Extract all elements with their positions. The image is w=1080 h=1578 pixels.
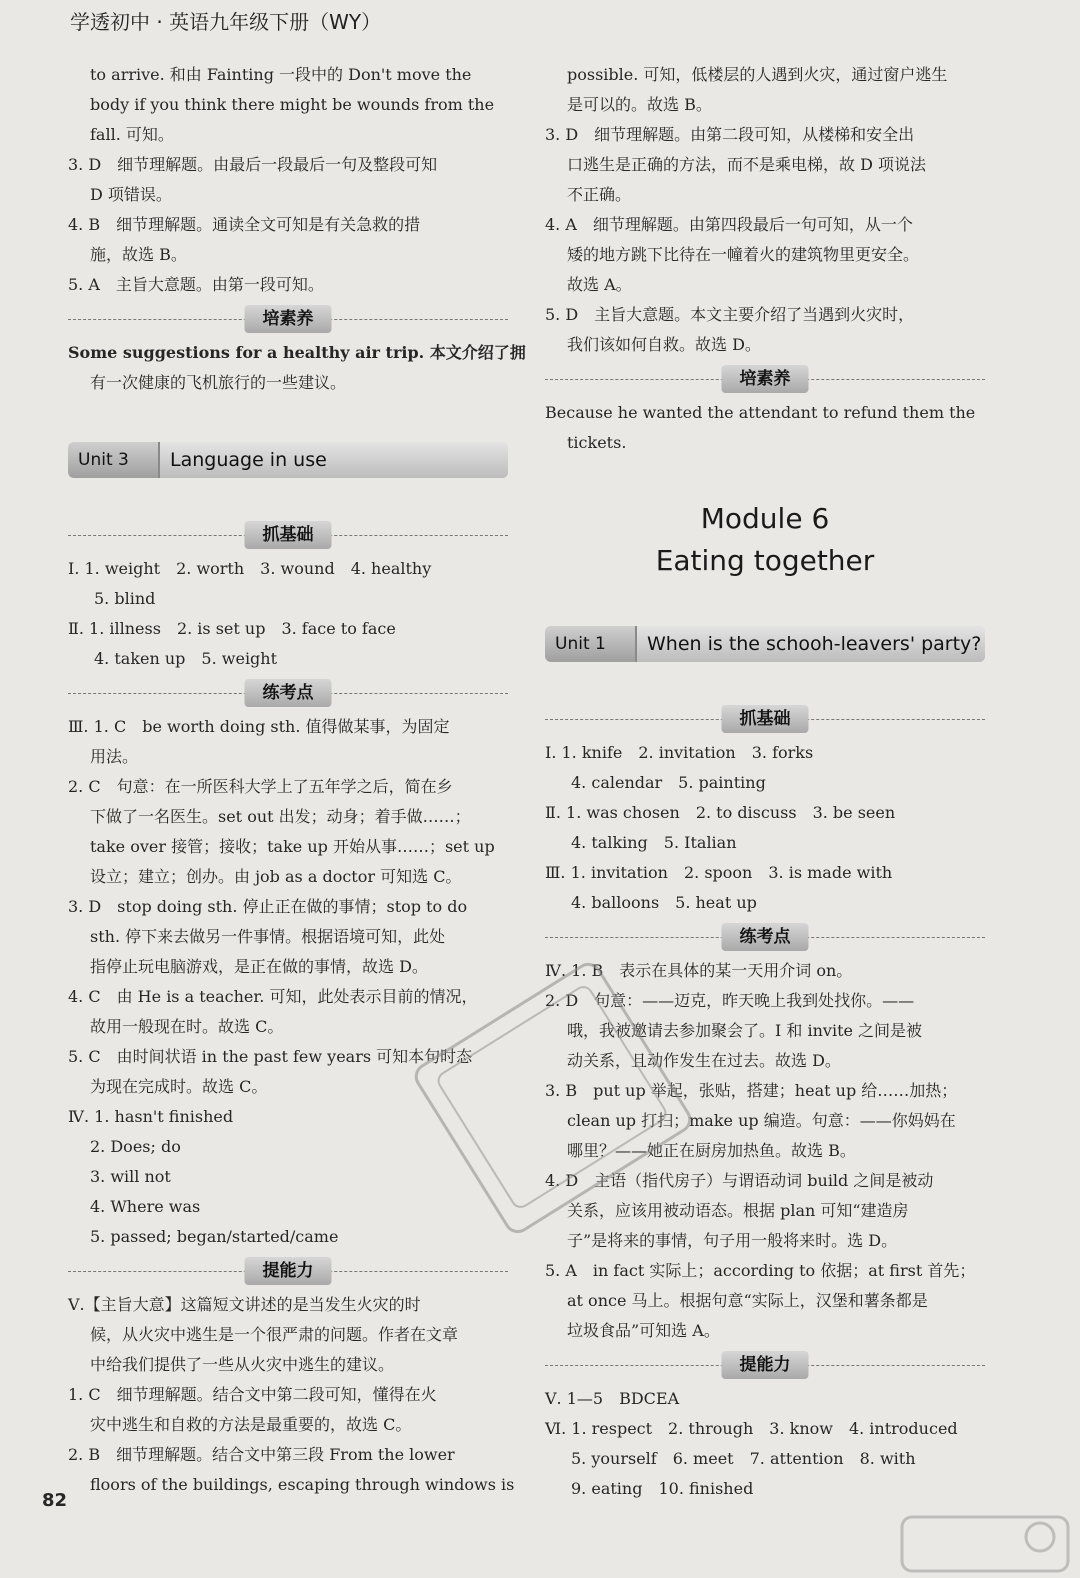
text-line: 5. blind [94, 589, 156, 608]
text-line: 指停止玩电脑游戏，是正在做的事情，故选 D。 [90, 957, 428, 976]
text-line: Ⅰ. 1. knife 2. invitation 3. forks [545, 743, 814, 762]
text-line: 垃圾食品”可知选 A。 [567, 1321, 720, 1340]
text-line: 子”是将来的事情，句子用一般将来时。选 D。 [567, 1231, 898, 1250]
right-column [545, 60, 985, 1504]
text-line: 哦，我被邀请去参加聚会了。I 和 invite 之间是被 [567, 1021, 923, 1040]
text-line: take over 接管；接收；take up 开始从事……；set up [90, 837, 495, 856]
left-column [68, 60, 526, 1500]
text-line: 5. C 由时间状语 in the past few years 可知本句时态 [68, 1047, 473, 1066]
text-line: 5. A in fact 实际上；according to 依据；at first 首先； [545, 1261, 976, 1280]
section-heading-kaodian: 练考点 [68, 676, 508, 710]
text-line: 4. calendar 5. painting [571, 773, 766, 792]
text-line: 哪里？——她正在厨房加热鱼。故选 B。 [567, 1141, 856, 1160]
text-line: 2. B 细节理解题。结合文中第三段 From the lower [68, 1445, 455, 1464]
text-line: Ⅳ. 1. hasn't finished [68, 1107, 234, 1126]
text-line: 为现在完成时。故选 C。 [90, 1077, 268, 1096]
text-line: 5. yourself 6. meet 7. attention 8. with [571, 1449, 916, 1468]
text-line: 4. A 细节理解题。由第四段最后一句可知，从一个 [545, 215, 913, 234]
section-heading-nengli-right: 提能力 [545, 1348, 985, 1382]
right-jichu-answers [545, 738, 985, 918]
text-line: 1. C 细节理解题。结合文中第二段可知，懂得在火 [68, 1385, 437, 1404]
text-line: clean up 打扫；make up 编造。句意：——你妈妈在 [567, 1111, 956, 1130]
section-heading-jichu: 抓基础 [68, 518, 508, 552]
text-line: 4. C 由 He is a teacher. 可知，此处表示目前的情况， [68, 987, 478, 1006]
text-line: at once 马上。根据句意“实际上，汉堡和薯条都是 [567, 1291, 928, 1310]
text-line: 3. D 细节理解题。由最后一段最后一句及整段可知 [68, 155, 438, 174]
section-heading-nengli: 提能力 [68, 1254, 508, 1288]
module-number: Module 6 [700, 502, 830, 535]
text-line: 3. B put up 举起，张贴，搭建；heat up 给……加热； [545, 1081, 958, 1100]
unit-number: Unit 1 [555, 634, 606, 654]
text-line: Because he wanted the attendant to refund them the [545, 403, 976, 422]
text-line: 5. passed; began/started/came [90, 1227, 339, 1246]
text-line: floors of the buildings, escaping through windows is [90, 1475, 515, 1494]
text-line: 故选 A。 [567, 275, 632, 294]
module-name: Eating together [655, 544, 875, 577]
text-line: 3. D 细节理解题。由第二段可知，从楼梯和安全出 [545, 125, 915, 144]
text-line: 2. D 句意：——迈克，昨天晚上我到处找你。—— [545, 991, 915, 1010]
text-line: to arrive. 和由 Fainting 一段中的 Don't move the [90, 65, 472, 84]
text-line: Ⅱ. 1. was chosen 2. to discuss 3. be seen [545, 803, 896, 822]
text-line: D 项错误。 [90, 185, 172, 204]
text-line: 口逃生是正确的方法，而不是乘电梯，故 D 项说法 [567, 155, 927, 174]
module-title [545, 498, 985, 582]
text-line: 用法。 [90, 747, 139, 766]
unit-title: When is the schooh-leavers' party? [635, 626, 985, 662]
section-heading-peiyang-right: 培素养 [545, 362, 985, 396]
text-line: 4. talking 5. Italian [571, 833, 737, 852]
text-line: 灾中逃生和自救的方法是最重要的，故选 C。 [90, 1415, 412, 1434]
section-heading-peiyang: 培素养 [68, 302, 508, 336]
text-line: 3. D stop doing sth. 停止正在做的事情；stop to do [68, 897, 468, 916]
right-peiyang-text [545, 398, 985, 458]
text-line: body if you think there might be wounds from the [90, 95, 495, 114]
text-line: Ⅱ. 1. illness 2. is set up 3. face to face [68, 619, 396, 638]
text-line: Ⅴ. 1—5 BDCEA [545, 1389, 680, 1408]
text-line: 2. Does; do [90, 1137, 181, 1156]
text-line: 4. balloons 5. heat up [571, 893, 757, 912]
right-top-answers [545, 60, 985, 360]
text-line: Ⅴ.【主旨大意】这篇短文讲述的是当发生火灾的时 [68, 1295, 421, 1314]
text-line: 不正确。 [567, 185, 632, 204]
text-line: Ⅰ. 1. weight 2. worth 3. wound 4. healthy [68, 559, 432, 578]
unit-number: Unit 3 [78, 450, 129, 470]
left-kaodian-answers [68, 712, 508, 1252]
unit-title: Language in use [158, 442, 508, 478]
text-line: Some suggestions for a healthy air trip. 本文介绍了拥 [68, 343, 526, 362]
text-line: 我们该如何自救。故选 D。 [567, 335, 761, 354]
text-line: 故用一般现在时。故选 C。 [90, 1017, 284, 1036]
text-line: 4. Where was [90, 1197, 201, 1216]
text-line: 矮的地方跳下比待在一幢着火的建筑物里更安全。 [567, 245, 920, 264]
section-heading-jichu-right: 抓基础 [545, 702, 985, 736]
text-line: Ⅵ. 1. respect 2. through 3. know 4. introduced [545, 1419, 958, 1438]
text-line: 9. eating 10. finished [571, 1479, 754, 1498]
left-peiyang-text [68, 338, 526, 398]
text-line: 是可以的。故选 B。 [567, 95, 712, 114]
text-line: 4. D 主语（指代房子）与谓语动词 build 之间是被动 [545, 1171, 934, 1190]
text-line: 4. taken up 5. weight [94, 649, 278, 668]
text-line: 有一次健康的飞机旅行的一些建议。 [90, 373, 347, 392]
page-header: 学透初中 · 英语九年级下册（WY） [70, 10, 382, 34]
text-line: 中给我们提供了一些从火灾中逃生的建议。 [90, 1355, 395, 1374]
text-line: 关系，应该用被动语态。根据 plan 可知“建造房 [567, 1201, 909, 1220]
text-line: 4. B 细节理解题。通读全文可知是有关急救的措 [68, 215, 421, 234]
text-line: tickets. [567, 433, 627, 452]
page-number: 82 [42, 1490, 68, 1511]
unit-banner [68, 442, 508, 478]
left-jichu-answers [68, 554, 508, 674]
section-heading-kaodian-right: 练考点 [545, 920, 985, 954]
text-line: 施，故选 B。 [90, 245, 187, 264]
text-line: 动关系，且动作发生在过去。故选 D。 [567, 1051, 841, 1070]
text-line: 候，从火灾中逃生是一个很严肃的问题。作者在文章 [90, 1325, 459, 1344]
text-line: Ⅳ. 1. B 表示在具体的某一天用介词 on。 [545, 961, 853, 980]
left-top-answers [68, 60, 508, 300]
text-line: possible. 可知，低楼层的人遇到火灾，通过窗户逃生 [567, 65, 948, 84]
right-nengli-answers [545, 1384, 985, 1504]
text-line: 3. will not [90, 1167, 171, 1186]
unit-banner-right [545, 626, 985, 662]
text-line: 设立；建立；创办。由 job as a doctor 可知选 C。 [90, 867, 462, 886]
text-line: 下做了一名医生。set out 出发；动身；着手做……； [90, 807, 471, 826]
text-line: Ⅲ. 1. invitation 2. spoon 3. is made with [545, 863, 893, 882]
text-line: 2. C 句意：在一所医科大学上了五年学之后，简在乡 [68, 777, 453, 796]
text-line: sth. 停下来去做另一件事情。根据语境可知，此处 [90, 927, 446, 946]
left-nengli-answers [68, 1290, 515, 1500]
text-line: 5. D 主旨大意题。本文主要介绍了当遇到火灾时， [545, 305, 915, 324]
text-line: fall. 可知。 [90, 125, 174, 144]
watermark-logo [900, 1515, 1070, 1573]
text-line: Ⅲ. 1. C be worth doing sth. 值得做某事，为固定 [68, 717, 450, 736]
text-line: 5. A 主旨大意题。由第一段可知。 [68, 275, 324, 294]
